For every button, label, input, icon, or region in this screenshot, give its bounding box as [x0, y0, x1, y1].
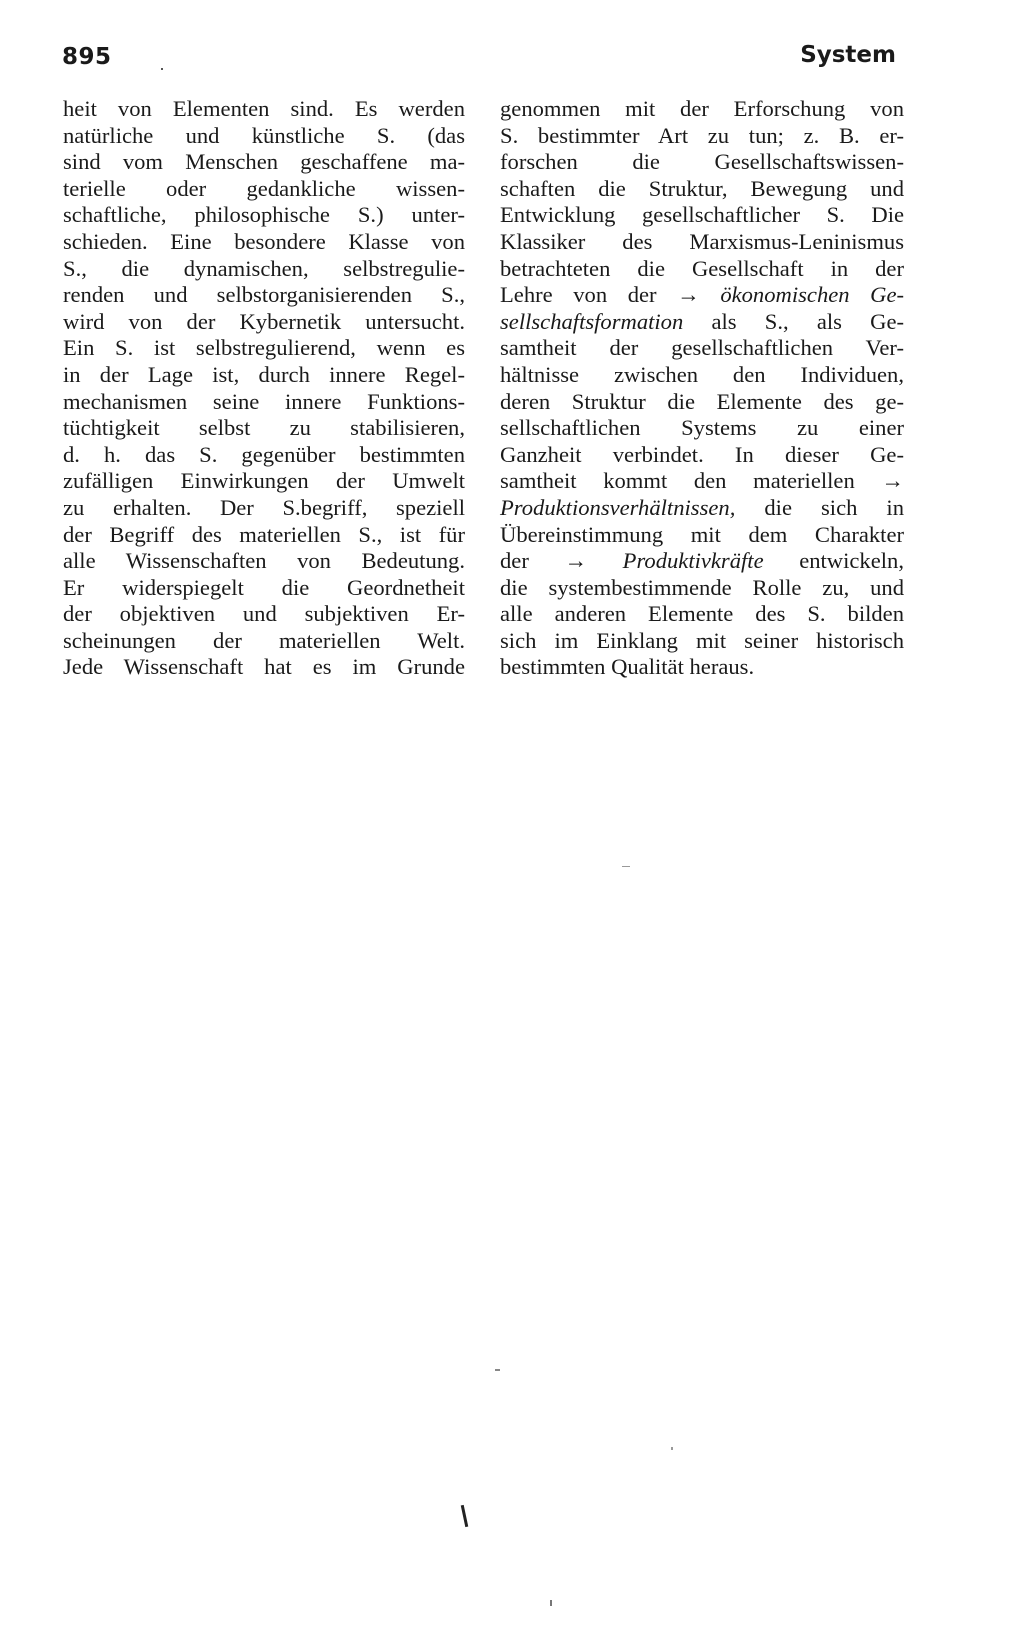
text-line: tüchtigkeit selbst zu stabilisieren,: [63, 415, 465, 441]
scan-speck: [495, 1369, 500, 1371]
right-column: [500, 96, 904, 681]
text-line: Übereinstimmung mit dem Charakter: [500, 521, 904, 547]
text-line: hältnisse zwischen den Individuen,: [500, 361, 904, 387]
text-line: schaftliche, philosophische S.) unter-: [63, 202, 465, 228]
cross-reference-arrow-icon: →: [564, 548, 588, 574]
cross-reference-arrow-icon: →: [677, 282, 700, 308]
text-line: scheinungen der materiellen Welt.: [63, 627, 465, 653]
text-line: S., die dynamischen, selbstregulie-: [63, 255, 465, 281]
cross-reference-link[interactable]: Produktivkräfte: [622, 548, 764, 574]
text-line: sind vom Menschen geschaffene ma-: [63, 149, 465, 175]
text-line: mechanismen seine innere Funktions-: [63, 388, 465, 414]
text-fragment: der: [500, 548, 529, 574]
text-fragment: Lehre von der: [500, 282, 657, 308]
text-line: zufälligen Einwirkungen der Umwelt: [63, 468, 465, 494]
text-fragment: als S., als Ge-: [711, 308, 904, 334]
text-line: heit von Elementen sind. Es werden: [63, 96, 465, 121]
text-line: Er widerspiegelt die Geordnetheit: [63, 574, 465, 600]
text-line: alle anderen Elemente des S. bilden: [500, 601, 904, 627]
text-fragment: samtheit kommt den materiellen: [500, 468, 855, 494]
text-line: natürliche und künstliche S. (das: [63, 122, 465, 148]
text-line: Klassiker des Marxismus-Leninismus: [500, 228, 904, 254]
scan-speck: [622, 866, 630, 867]
text-line: d. h. das S. gegenüber bestimmten: [63, 441, 465, 467]
text-line: sellschaftlichen Systems zu einer: [500, 415, 904, 441]
text-line: forschen die Gesellschaftswissen-: [500, 149, 904, 175]
text-line: zu erhalten. Der S.begriff, speziell: [63, 494, 465, 520]
text-line: S. bestimmter Art zu tun; z. B. er-: [500, 122, 904, 148]
text-line: samtheit der gesellschaftlichen Ver-: [500, 335, 904, 361]
text-line: sich im Einklang mit seiner historisch: [500, 627, 904, 653]
scan-speck: [161, 68, 163, 70]
text-fragment: die sich in: [764, 494, 904, 520]
text-line: Jede Wissenschaft hat es im Grunde: [63, 654, 465, 680]
scan-speck: [550, 1600, 552, 1606]
text-line: schieden. Eine besondere Klasse von: [63, 228, 465, 254]
text-line: deren Struktur die Elemente des ge-: [500, 388, 904, 414]
text-line: [500, 309, 904, 336]
cross-reference-link[interactable]: Produktionsverhältnissen,: [500, 494, 736, 520]
text-line: [500, 468, 904, 495]
text-line: terielle oder gedankliche wissen-: [63, 175, 465, 201]
text-line: [500, 282, 904, 309]
text-line: renden und selbstorganisierenden S.,: [63, 282, 465, 308]
text-line: der Begriff des materiellen S., ist für: [63, 521, 465, 547]
scan-speck: [461, 1505, 469, 1527]
cross-reference-link[interactable]: ökonomischen Ge-: [720, 282, 905, 308]
text-line: Ein S. ist selbstregulierend, wenn es: [63, 335, 465, 361]
cross-reference-link[interactable]: sellschaftsformation: [500, 308, 684, 334]
text-line: [500, 548, 904, 575]
text-line: genommen mit der Erforschung von: [500, 96, 904, 121]
text-line: Entwicklung gesellschaftlicher S. Die: [500, 202, 904, 228]
text-fragment: entwickeln,: [799, 548, 904, 574]
text-line: betrachteten die Gesellschaft in der: [500, 255, 904, 281]
text-line: bestimmten Qualität heraus.: [500, 654, 755, 680]
text-line: [500, 495, 904, 522]
text-line: wird von der Kybernetik untersucht.: [63, 308, 465, 334]
text-line: die systembestimmende Rolle zu, und: [500, 574, 904, 600]
text-line: schaften die Struktur, Bewegung und: [500, 175, 904, 201]
running-head: System: [800, 42, 896, 68]
text-line: Ganzheit verbindet. In dieser Ge-: [500, 441, 904, 467]
cross-reference-arrow-icon: →: [881, 468, 904, 494]
text-line: in der Lage ist, durch innere Regel-: [63, 361, 465, 387]
scan-speck: [671, 1447, 673, 1450]
page-number: 895: [62, 44, 112, 70]
left-column: [63, 96, 465, 681]
text-line: der objektiven und subjektiven Er-: [63, 601, 465, 627]
text-line: alle Wissenschaften von Bedeutung.: [63, 548, 465, 574]
